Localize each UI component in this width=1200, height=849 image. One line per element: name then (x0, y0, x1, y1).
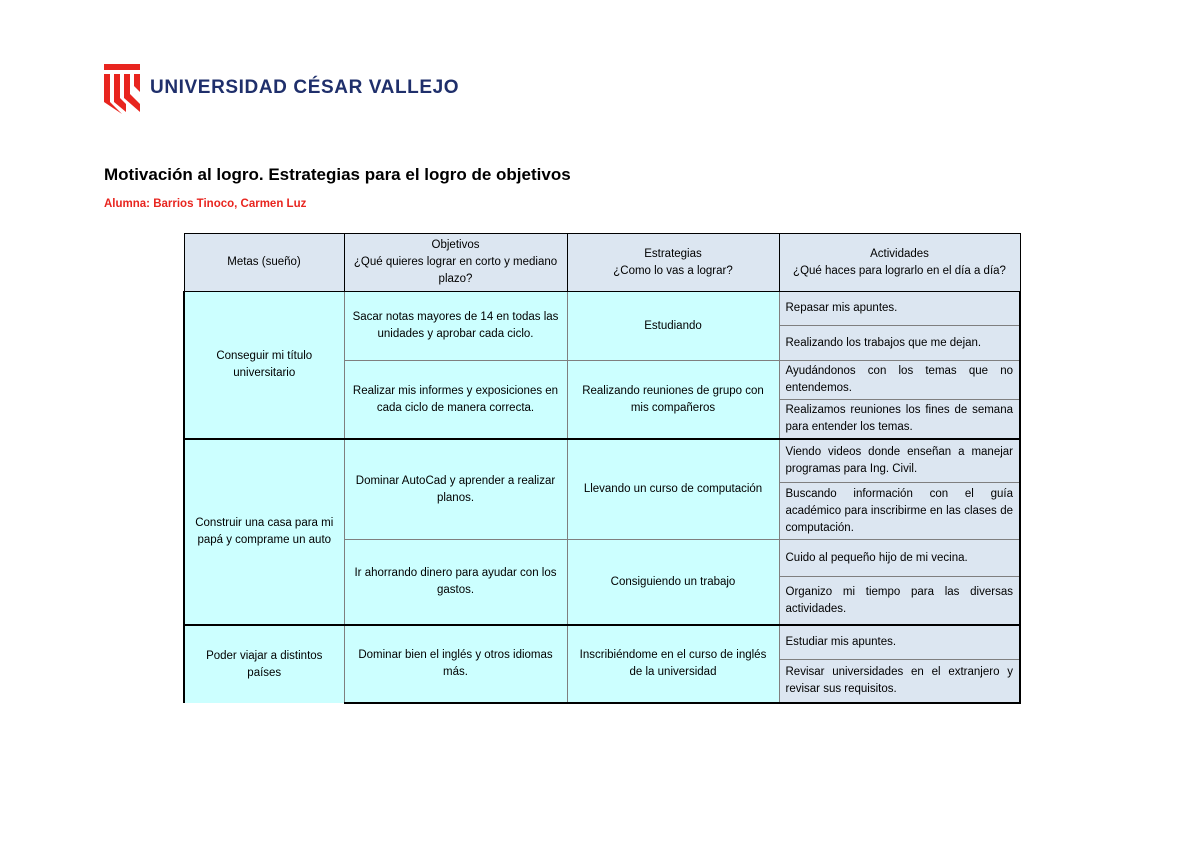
strategy-table (183, 233, 1021, 704)
header-objetivos: Objetivos ¿Qué quieres lograr en corto y mediano plazo? (344, 234, 567, 292)
header-estrategias: Estrategias ¿Como lo vas a lograr? (567, 234, 779, 292)
meta-cell: Construir una casa para mi papá y comprame un auto (184, 439, 344, 625)
table-row (184, 439, 1020, 483)
objetivo-cell: Dominar bien el inglés y otros idiomas más. (344, 625, 567, 703)
table-row (184, 292, 1020, 326)
header-actividades: Actividades ¿Qué haces para lograrlo en el día a día? (779, 234, 1020, 292)
actividad-cell: Organizo mi tiempo para las diversas actividades. (779, 577, 1020, 626)
actividad-cell: Repasar mis apuntes. (779, 292, 1020, 326)
university-logo (104, 62, 459, 114)
objetivo-cell: Dominar AutoCad y aprender a realizar planos. (344, 439, 567, 540)
student-name: Alumna: Barrios Tinoco, Carmen Luz (104, 198, 307, 210)
estrategia-cell: Consiguiendo un trabajo (567, 540, 779, 626)
header-metas: Metas (sueño) (184, 234, 344, 292)
actividad-cell: Buscando información con el guía académico para inscribirme en las clases de computación. (779, 483, 1020, 540)
document-title: Motivación al logro. Estrategias para el logro de objetivos (104, 165, 571, 184)
meta-cell: Conseguir mi título universitario (184, 292, 344, 440)
actividad-cell: Realizamos reuniones los fines de semana para entender los temas. (779, 400, 1020, 440)
actividad-cell: Viendo videos donde enseñan a manejar programas para Ing. Civil. (779, 439, 1020, 483)
actividad-cell: Ayudándonos con los temas que no entendemos. (779, 361, 1020, 400)
table-row (184, 625, 1020, 660)
actividad-cell: Realizando los trabajos que me dejan. (779, 326, 1020, 361)
objetivo-cell: Sacar notas mayores de 14 en todas las unidades y aprobar cada ciclo. (344, 292, 567, 361)
estrategia-cell: Realizando reuniones de grupo con mis compañeros (567, 361, 779, 440)
estrategia-cell: Estudiando (567, 292, 779, 361)
actividad-cell: Revisar universidades en el extranjero y revisar sus requisitos. (779, 660, 1020, 704)
estrategia-cell: Llevando un curso de computación (567, 439, 779, 540)
meta-cell: Poder viajar a distintos países (184, 625, 344, 703)
objetivo-cell: Realizar mis informes y exposiciones en cada ciclo de manera correcta. (344, 361, 567, 440)
university-crest-icon (104, 62, 140, 114)
estrategia-cell: Inscribiéndome en el curso de inglés de la universidad (567, 625, 779, 703)
objetivo-cell: Ir ahorrando dinero para ayudar con los gastos. (344, 540, 567, 626)
institution-name: UNIVERSIDAD CÉSAR VALLEJO (150, 77, 460, 98)
actividad-cell: Estudiar mis apuntes. (779, 625, 1020, 660)
table-header-row (184, 234, 1020, 292)
actividad-cell: Cuido al pequeño hijo de mi vecina. (779, 540, 1020, 577)
